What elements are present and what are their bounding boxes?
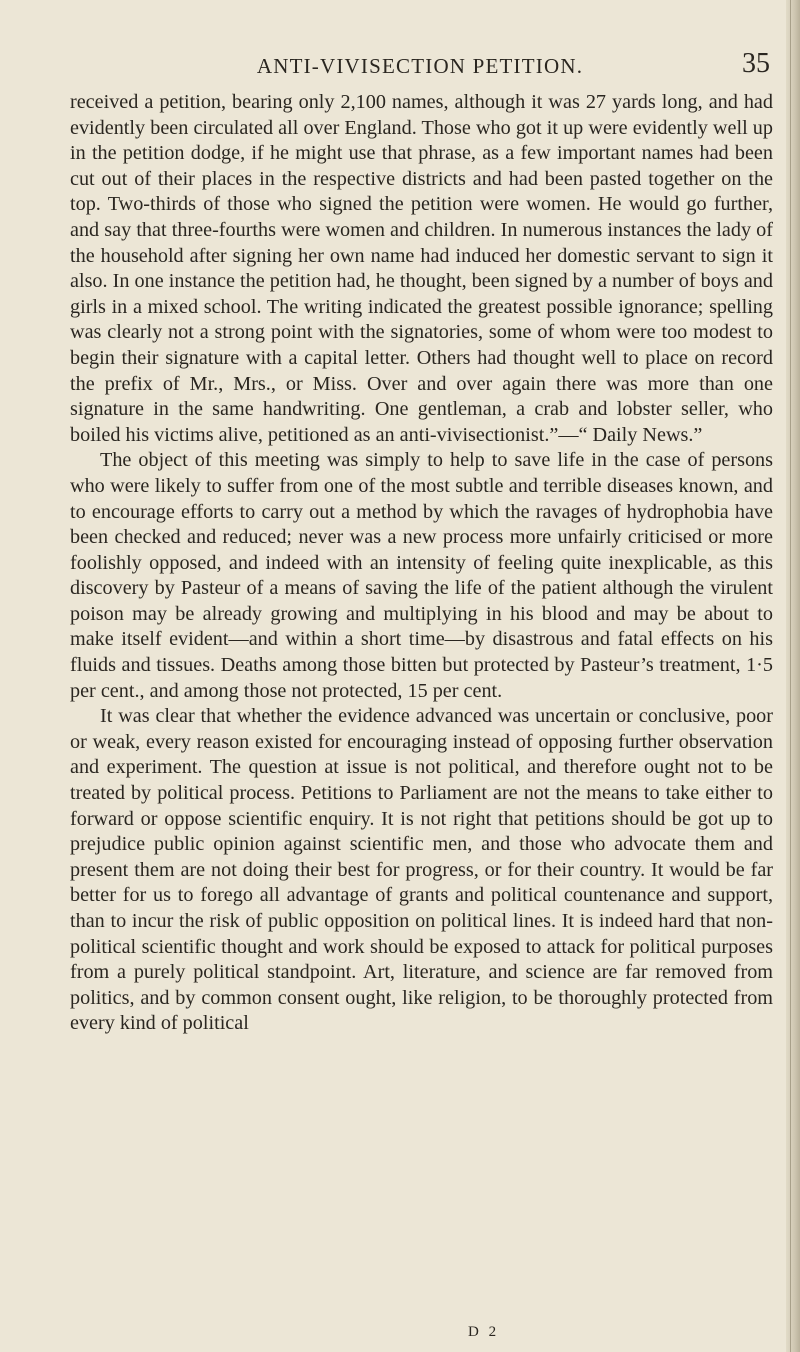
- page-gutter-edge: [786, 0, 800, 1352]
- paragraph-continued: received a petition, bearing only 2,100 names, although it was 27 yards long, and had evidently been circulated all over England. Those who got it up were evidently well up in the petition dodge, if he might use that phrase, as a few important names had been cut out of their places in the respective districts and had been pasted together on the top. Two-thirds of those who signed the petition were women. He would go further, and say that three-fourths were women and children. In numerous instances the lady of the household after signing her own name had induced her domestic servant to sign it also. In one instance the petition had, he thought, been signed by a number of boys and girls in a mixed school. The writing indicated the greatest possible ignorance; spelling was clearly not a strong point with the signatories, some of whom were too modest to begin their signature with a capital letter. Others had thought well to place on record the prefix of Mr., Mrs., or Miss. Over and over again there was more than one signature in the same handwriting. One gentleman, a crab and lobster seller, who boiled his victims alive, petitioned as an anti-vivisectionist.”—“ Daily News.”: [70, 91, 773, 446]
- signature-mark: D 2: [468, 1324, 500, 1340]
- binding-line: [790, 0, 791, 1352]
- paragraph: The object of this meeting was simply to help to save life in the case of persons who were likely to suffer from one of the most subtle and terrible diseases known, and to encourage efforts to carry out a method by which the ravages of hydrophobia have been checked and reduced; never was a new process more unfairly criticised or more foolishly opposed, and indeed with an intensity of feeling quite inexplicable, as this discovery by Pasteur of a means of saving the life of the patient although the virulent poison may be already growing and multiplying in his blood and may be about to make itself evident—and within a short time—by disastrous and fatal effects on his fluids and tissues. Deaths among those bitten but protected by Pasteur’s treatment, 1·5 per cent., and among those not protected, 15 per cent.: [70, 449, 773, 702]
- running-title: ANTI-VIVISECTION PETITION.: [256, 54, 584, 78]
- body-text: [70, 90, 773, 1037]
- paragraph: It was clear that whether the evidence advanced was uncertain or conclusive, poor or weak, every reason existed for encouraging instead of opposing further observation and experiment. The question at issue is not political, and therefore ought not to be treated by political process. Petitions to Parliament are not the means to take either to forward or oppose scientific enquiry. It is not right that petitions should be got up to prejudice public opinion against scientific men, and those who advocate them and present them are not doing their best for progress, or for their country. It would be far better for us to forego all advantage of grants and political countenance and support, than to incur the risk of public opposition on political lines. It is indeed hard that non-political scientific thought and work should be exposed to attack for political purposes from a purely political standpoint. Art, literature, and science are far removed from politics, and by common consent ought, like religion, to be thoroughly protected from every kind of political: [70, 705, 773, 1035]
- page-number: 35: [742, 48, 770, 79]
- page-header: [70, 48, 770, 84]
